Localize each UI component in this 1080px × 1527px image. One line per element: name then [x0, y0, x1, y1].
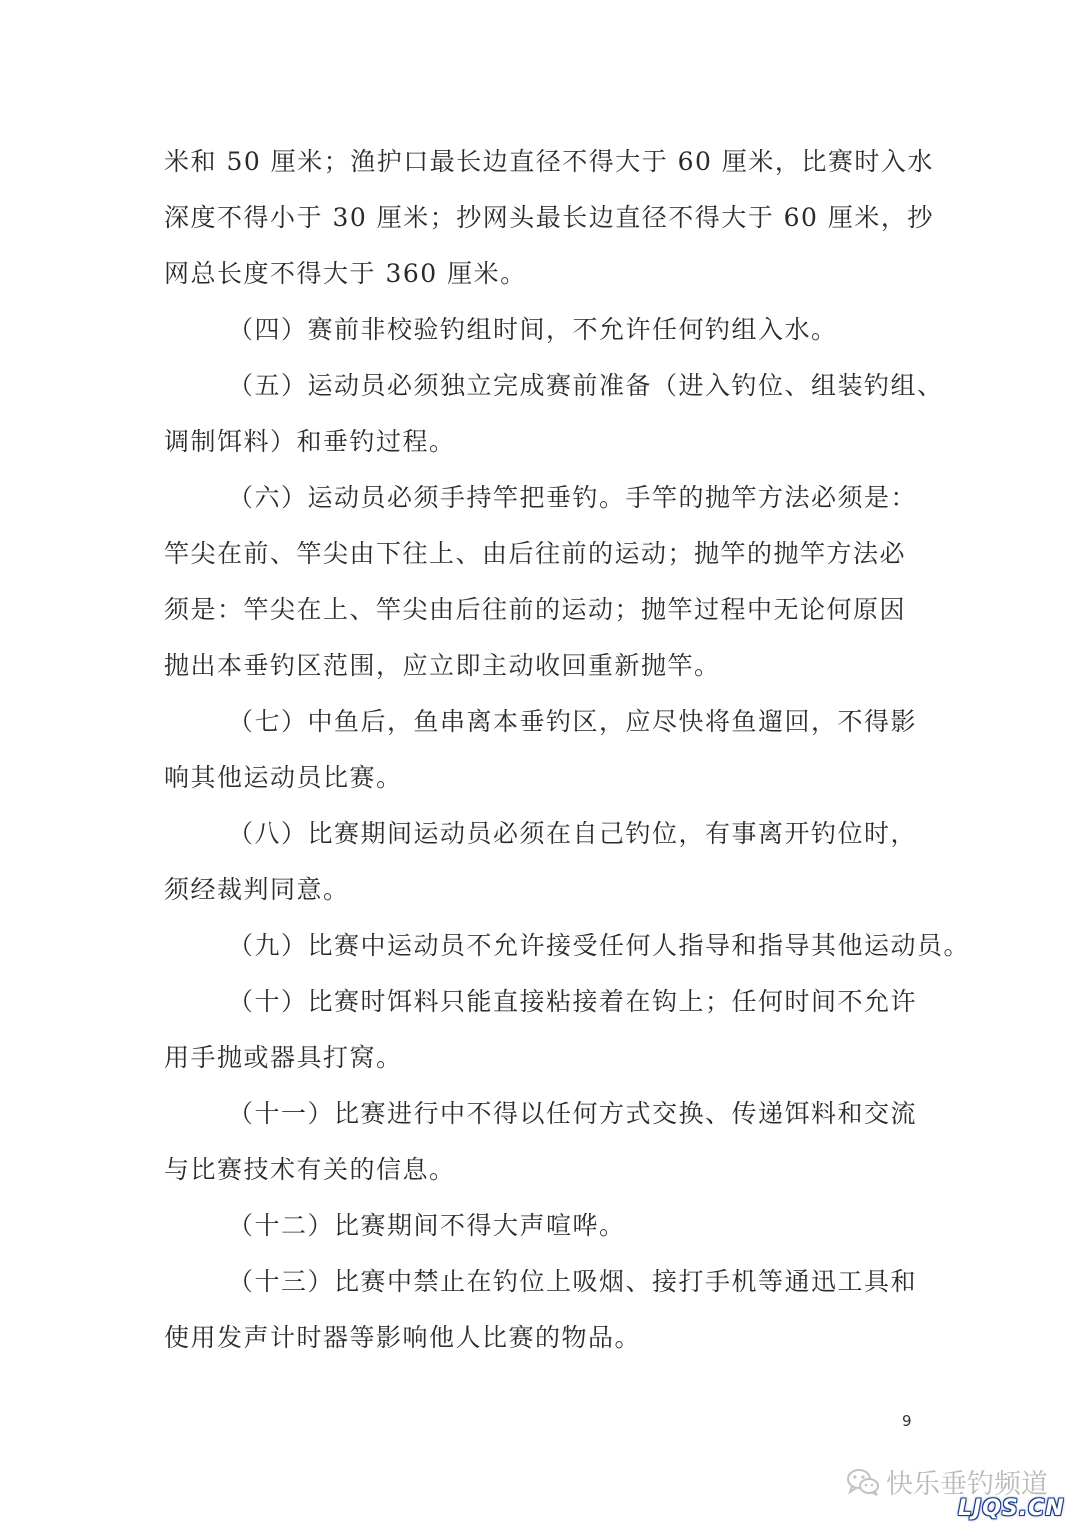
watermark-text: 快乐垂钓频道	[886, 1469, 1048, 1500]
page-number: 9	[902, 1412, 912, 1430]
document-body	[164, 134, 971, 1366]
text-line: 用手抛或器具打窝。	[164, 1043, 403, 1072]
text-line: 调制饵料）和垂钓过程。	[164, 427, 456, 456]
text-line: 响其他运动员比赛。	[164, 763, 403, 792]
text-line: （八）比赛期间运动员必须在自己钓位，有事离开钓位时，	[228, 819, 918, 848]
text-line: 抛出本垂钓区范围，应立即主动收回重新抛竿。	[164, 651, 721, 680]
text-line: （十二）比赛期间不得大声喧哗。	[228, 1211, 626, 1240]
text-line: 深度不得小于 30 厘米；抄网头最长边直径不得大于 60 厘米，抄	[164, 203, 934, 232]
text-line: （七）中鱼后，鱼串离本垂钓区，应尽快将鱼遛回，不得影	[228, 707, 918, 736]
text-line: （九）比赛中运动员不允许接受任何人指导和指导其他运动员。	[228, 931, 971, 960]
text-line: 米和 50 厘米；渔护口最长边直径不得大于 60 厘米，比赛时入水	[164, 147, 934, 176]
text-line: （十三）比赛中禁止在钓位上吸烟、接打手机等通迅工具和	[228, 1267, 918, 1296]
wechat-icon	[846, 1467, 880, 1497]
text-line: （五）运动员必须独立完成赛前准备（进入钓位、组装钓组、	[228, 371, 944, 400]
text-line: （六）运动员必须手持竿把垂钓。手竿的抛竿方法必须是：	[228, 483, 918, 512]
site-badge: LJQS.CN	[958, 1496, 1065, 1521]
text-line: 网总长度不得大于 360 厘米。	[164, 259, 527, 288]
text-line: 使用发声计时器等影响他人比赛的物品。	[164, 1323, 642, 1352]
text-line: （十）比赛时饵料只能直接粘接着在钩上；任何时间不允许	[228, 987, 918, 1016]
text-line: 须是：竿尖在上、竿尖由后往前的运动；抛竿过程中无论何原因	[164, 595, 907, 624]
text-line: 与比赛技术有关的信息。	[164, 1155, 456, 1184]
text-line: （四）赛前非校验钓组时间，不允许任何钓组入水。	[228, 315, 838, 344]
text-line: 须经裁判同意。	[164, 875, 350, 904]
text-line: 竿尖在前、竿尖由下往上、由后往前的运动；抛竿的抛竿方法必	[164, 539, 907, 568]
text-line: （十一）比赛进行中不得以任何方式交换、传递饵料和交流	[228, 1099, 918, 1128]
